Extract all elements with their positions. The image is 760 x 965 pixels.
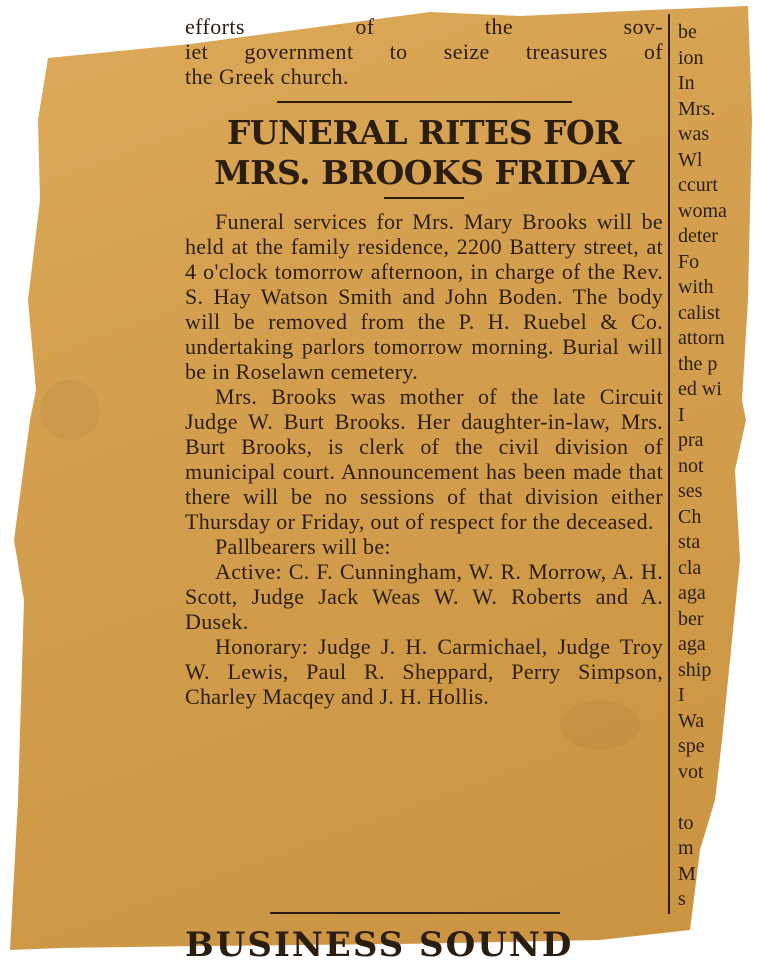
adjacent-column-line: [678, 785, 748, 811]
main-column: [185, 14, 663, 709]
next-headline-fragment: [185, 916, 585, 965]
adjacent-column-line: cla: [678, 556, 702, 579]
adjacent-column-line: Mrs.: [678, 97, 716, 120]
adjacent-column-line: attorn: [678, 327, 725, 349]
adjacent-column-line: Ch: [678, 505, 702, 528]
pallbearers-heading: Pallbearers will be:: [215, 534, 391, 559]
article-paragraph-1: Funeral services for Mrs. Mary Brooks will be held at the family residence, 2200 Battery street, at 4 o'clock tomorrow afternoon, in charge of the Rev. S. Hay Watson Smith and John Boden. The body will be removed from the P. H. Ruebel & Co. undertaking parlors tomorrow morning. Burial will be in Roselawn cemetery.: [185, 209, 663, 384]
next-article-rule: [270, 912, 560, 914]
adjacent-column-line: In: [678, 72, 695, 94]
adjacent-column-line: Wa: [678, 709, 705, 732]
adjacent-column-line: I: [678, 403, 685, 426]
paper-stain: [40, 380, 100, 440]
adjacent-column-line: to: [678, 811, 694, 834]
adjacent-column-line: was: [678, 123, 710, 145]
adjacent-column-line: s: [678, 888, 686, 910]
carryover-line-2: iet government to seize treasures of: [185, 39, 663, 64]
adjacent-column-line: with: [678, 276, 714, 298]
headline-top-rule: [277, 101, 572, 103]
carryover-line-1: efforts of the sov-: [185, 14, 663, 39]
adjacent-column-line: ses: [678, 480, 703, 502]
adjacent-column-line: aga: [678, 633, 706, 655]
adjacent-column-line: the p: [678, 352, 718, 375]
adjacent-column-line: aga: [678, 582, 706, 604]
adjacent-column-line: vot: [678, 760, 704, 783]
adjacent-column-line: spe: [678, 735, 705, 757]
adjacent-column-line: I: [678, 684, 685, 706]
adjacent-column-line: ion: [678, 46, 704, 69]
headline: [185, 113, 663, 193]
column-divider: [668, 14, 670, 914]
adjacent-column-line: sta: [678, 531, 701, 553]
adjacent-column-line: Wl: [678, 148, 703, 171]
adjacent-column-line: ship: [678, 658, 712, 681]
adjacent-column-line: m: [678, 837, 694, 859]
adjacent-column-line: ber: [678, 607, 704, 630]
article-paragraph-2: Mrs. Brooks was mother of the late Circuit Judge W. Burt Brooks. Her daughter-in-law, Mrs. Burt Brooks, is clerk of the civil division of municipal court. Announcement has been made that there will be no sessions of that division either Thursday or Friday, out of respect for the deceased.: [185, 384, 663, 534]
article-body: [185, 209, 663, 709]
adjacent-column-line: ccurt: [678, 174, 718, 196]
adjacent-column-line: woma: [678, 199, 727, 222]
carryover-line-3: the Greek church.: [185, 64, 349, 89]
adjacent-column-line: deter: [678, 225, 718, 247]
adjacent-column-line: be: [678, 21, 697, 43]
active-pallbearers: Active: C. F. Cunningham, W. R. Morrow, A. H. Scott, Judge Jack Weas W. W. Roberts and A. Dusek.: [185, 559, 663, 634]
adjacent-column-line: Fo: [678, 250, 700, 273]
headline-line-1: FUNERAL RITES FOR: [226, 113, 622, 152]
adjacent-column-line: not: [678, 454, 704, 477]
adjacent-column-line: calist: [678, 301, 721, 324]
headline-bottom-rule: [384, 197, 464, 199]
honorary-pallbearers: Honorary: Judge J. H. Carmichael, Judge Troy W. Lewis, Paul R. Sheppard, Perry Simpson, Charley Macqey and J. H. Hollis.: [185, 634, 663, 709]
adjacent-column-fragment: [678, 20, 748, 913]
next-headline-text: BUSINESS SOUND: [185, 925, 574, 965]
headline-line-2: MRS. BROOKS FRIDAY: [214, 153, 634, 192]
adjacent-column-line: pra: [678, 429, 704, 451]
adjacent-column-line: M: [678, 862, 696, 885]
adjacent-column-line: ed wi: [678, 378, 722, 400]
